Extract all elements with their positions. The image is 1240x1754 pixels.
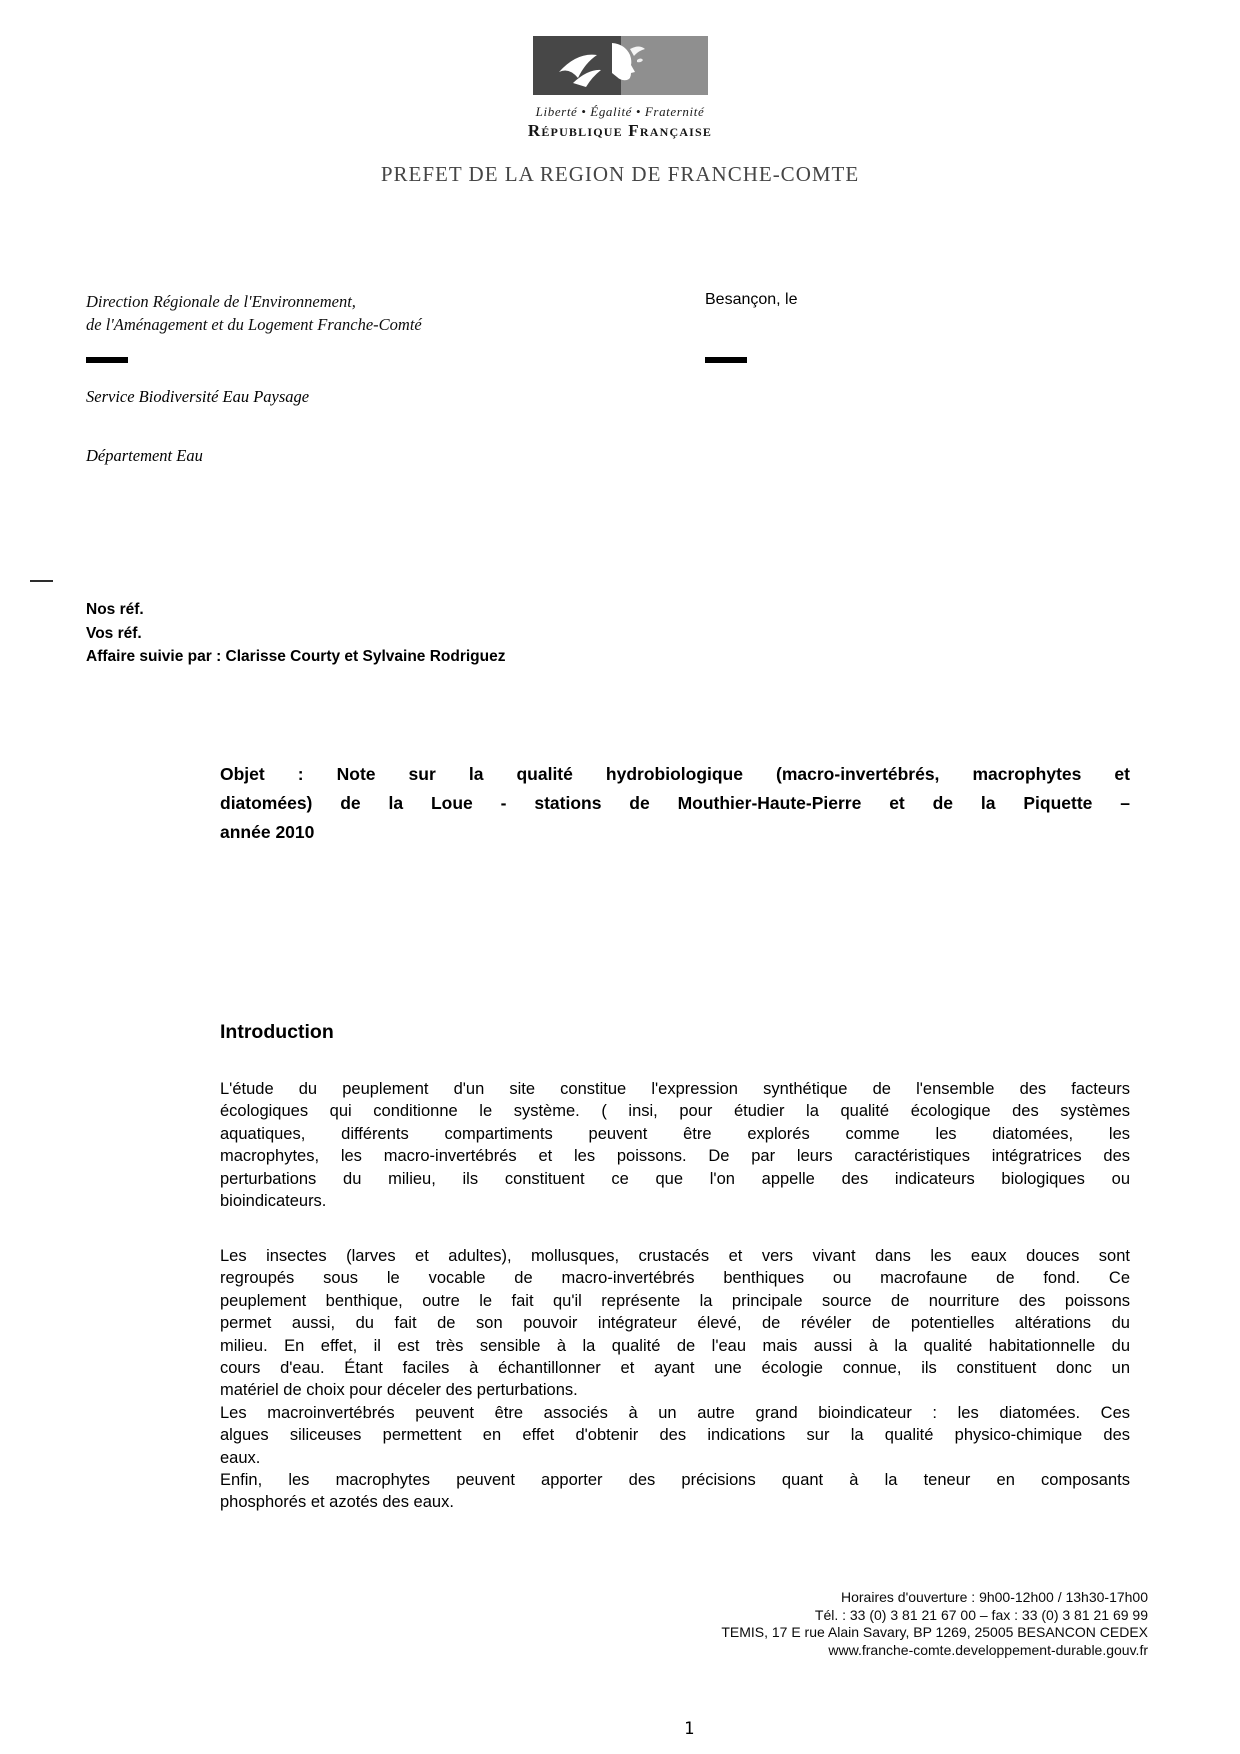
place-date: Besançon, le [705,291,798,308]
vos-ref-label: Vos réf. [86,624,142,642]
divider-bar-left [86,357,128,363]
paragraph-2 [220,1245,1130,1514]
text-line: écologiques qui conditionne le système. ( insi, pour étudier la qualité écologique des systèmes [220,1102,1130,1121]
sender-direction-line2: de l'Aménagement et du Logement Franche-Comté [86,315,422,334]
text-line: regroupés sous le vocable de macro-invertébrés benthiques ou macrofaune de fond. Ce [220,1269,1130,1288]
affaire-suivie-par: Affaire suivie par : Clarisse Courty et Sylvaine Rodriguez [86,648,506,665]
paragraph-1 [220,1078,1130,1212]
text-line: phosphorés et azotés des eaux. [220,1493,454,1512]
text-line: aquatiques, différents compartiments peuvent être explorés comme les diatomées, les [220,1124,1130,1143]
text-line: Les macroinvertébrés peuvent être associés à un autre grand bioindicateur : les diatomées. Ces [220,1403,1130,1422]
text-line: peuplement benthique, outre le fait qu'il représente la principale source de nourriture des poissons [220,1291,1130,1310]
sender-direction-line1: Direction Régionale de l'Environnement, [86,292,356,311]
footer-hours: Horaires d'ouverture : 9h00-12h00 / 13h30-17h00 [841,1589,1148,1605]
logo-motto: Liberté • Égalité • Fraternité [535,104,705,119]
introduction-heading: Introduction [220,1021,334,1043]
text-line: année 2010 [220,822,315,842]
text-line: Les insectes (larves et adultes), mollusques, crustacés et vers vivant dans les eaux douces sont [220,1247,1130,1265]
sender-service: Service Biodiversité Eau Paysage [86,387,310,406]
text-line: eaux. [220,1448,261,1467]
text-line: diatomées) de la Loue - stations de Mouthier-Haute-Pierre et de la Piquette – [220,793,1130,813]
text-line: Enfin, les macrophytes peuvent apporter des précisions quant à la teneur en composants [220,1471,1130,1490]
sender-direction [86,290,422,336]
text-line: Objet : Note sur la qualité hydrobiologique (macro-invertébrés, macrophytes et [220,764,1130,784]
margin-tick [30,580,53,582]
references-block [86,598,506,669]
footer-contact-block [721,1589,1148,1659]
text-line: macrophytes, les macro-invertébrés et les poissons. De par leurs caractéristiques intégratrices des [220,1147,1130,1166]
text-line: cours d'eau. Étant faciles à échantillonner et ayant une écologie connue, ils constituent donc un [220,1359,1130,1378]
logo-republique: République Française [527,121,713,140]
text-line: L'étude du peuplement d'un site constitue l'expression synthétique de l'ensemble des facteurs [220,1080,1130,1098]
footer-website: www.franche-comte.developpement-durable.gouv.fr [828,1641,1148,1658]
text-line: bioindicateurs. [220,1192,327,1211]
footer-phone-fax: Tél. : 33 (0) 3 81 21 67 00 – fax : 33 (0) 3 81 21 69 99 [814,1606,1148,1623]
prefet-title: PREFET DE LA REGION DE FRANCHE-COMTE [380,162,860,186]
text-line: algues siliceuses permettent en effet d'obtenir des indications sur la qualité physico-chimique des [220,1426,1130,1445]
page-number: 1 [684,1719,695,1739]
text-line: milieu. En effet, il est très sensible à la qualité de l'eau mais aussi à la qualité habitationnelle du [220,1336,1130,1355]
footer-address: TEMIS, 17 E rue Alain Savary, BP 1269, 25005 BESANCON CEDEX [721,1624,1148,1640]
divider-bar-right [705,357,747,363]
text-line: perturbations du milieu, ils constituent ce que l'on appelle des indicateurs biologiques ou [220,1169,1130,1188]
text-line: matériel de choix pour déceler des perturbations. [220,1381,578,1400]
subject-objet [220,760,1130,847]
republique-francaise-letterhead [0,36,1240,141]
sender-departement: Département Eau [86,446,203,465]
text-line: permet aussi, du fait de son pouvoir intégrateur élevé, de révéler de potentielles altérations du [220,1314,1130,1333]
marianne-logo [533,36,708,95]
nos-ref-label: Nos réf. [86,601,144,618]
marianne-logo-icon [533,36,708,95]
